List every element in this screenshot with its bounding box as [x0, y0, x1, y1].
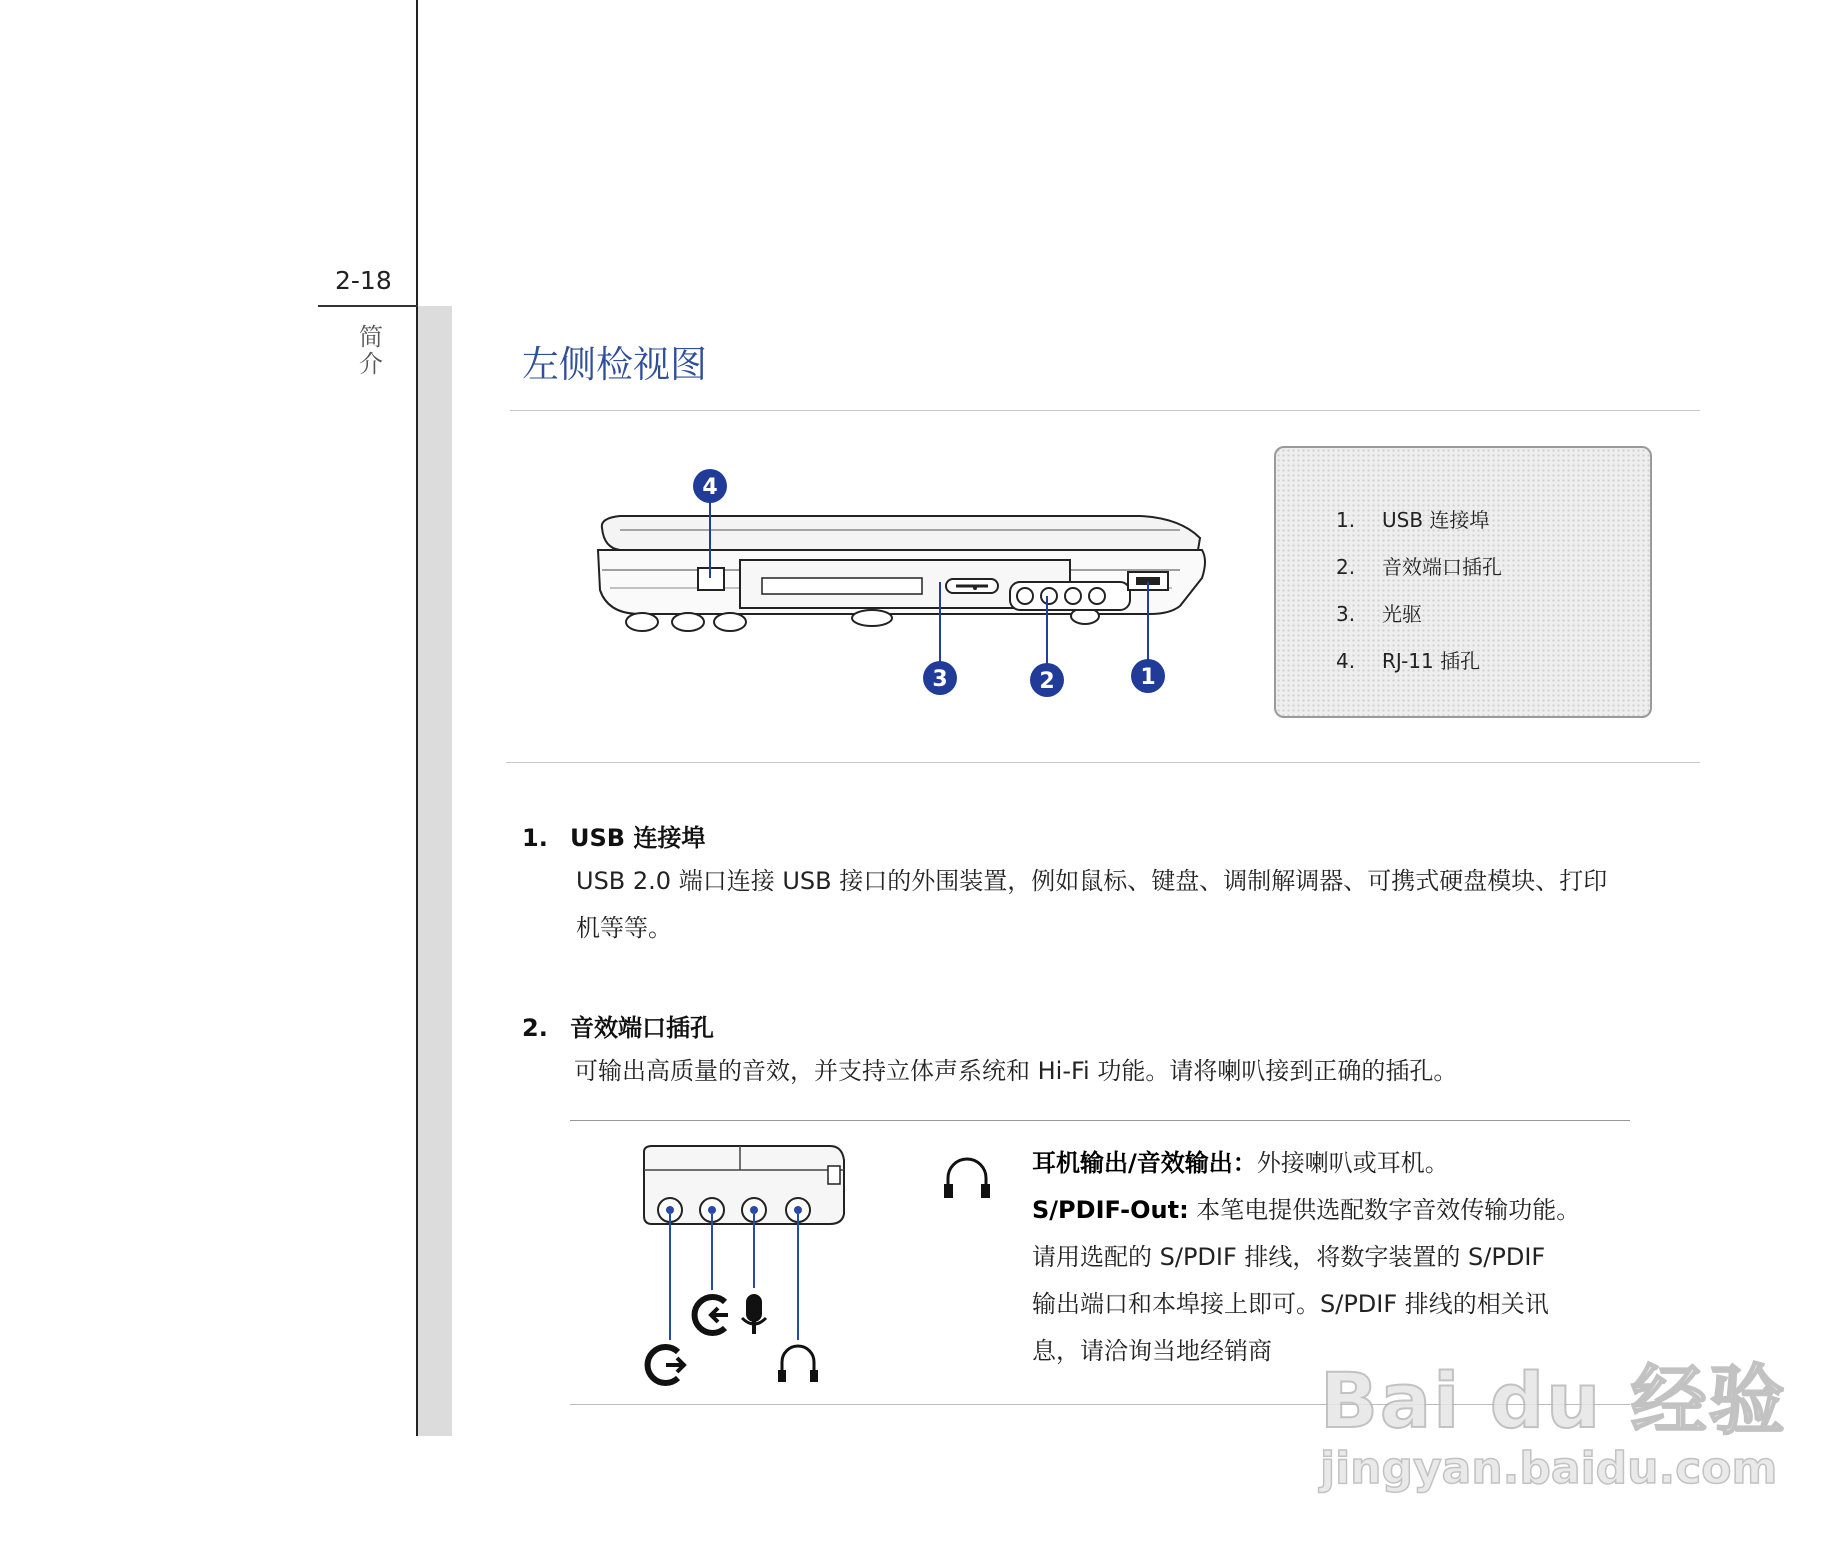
- audio-jack: [1065, 588, 1081, 604]
- chapter-char: 介: [359, 350, 383, 378]
- headphone-out-icon: [940, 1152, 994, 1206]
- callout-4: [693, 469, 727, 503]
- microphone-icon: [742, 1294, 766, 1334]
- diagram-divider: [506, 762, 1700, 763]
- line-in-icon: [695, 1297, 728, 1333]
- headphone-icon: [778, 1346, 818, 1382]
- audio-port-description: 耳机输出/音效输出：外接喇叭或耳机。 S/PDIF-Out: 本笔电提供选配数字音效传输功能。 请用选配的 S/PDIF 排线，将数字装置的 S/PDIF 输出端口和本埠接上即可。S/PDIF 排线的相关讯 息，请洽询当地经销商: [1032, 1140, 1632, 1375]
- page-title: 左侧检视图: [522, 343, 707, 386]
- legend-item: 2. 音效端口插孔: [1336, 555, 1502, 579]
- svg-text:1: 1: [1140, 665, 1156, 690]
- section-body: 可输出高质量的音效，并支持立体声系统和 Hi-Fi 功能。请将喇叭接到正确的插孔。: [574, 1057, 1458, 1085]
- laptop-foot: [672, 613, 704, 631]
- legend-box: [1274, 446, 1652, 718]
- svg-text:3: 3: [932, 667, 948, 692]
- baidu-jingyan-watermark: Bai du 经验 jingyan.baidu.com: [1320, 1356, 1787, 1494]
- callout-2: [1030, 663, 1064, 697]
- spdif-out-icon: [648, 1347, 684, 1383]
- audio-jack: [1089, 588, 1105, 604]
- chapter-label: [356, 324, 386, 378]
- laptop-foot: [852, 610, 892, 626]
- laptop-foot: [626, 613, 658, 631]
- spdif-line: S/PDIF-Out: 本笔电提供选配数字音效传输功能。: [1032, 1196, 1581, 1224]
- title-divider: [510, 410, 1700, 411]
- callout-1: [1131, 659, 1165, 693]
- svg-text:2: 2: [1039, 669, 1055, 694]
- headphone-line: 耳机输出/音效输出：外接喇叭或耳机。: [1032, 1149, 1449, 1177]
- section-body: USB 2.0 端口连接 USB 接口的外围装置，例如鼠标、键盘、调制解调器、可携式硬盘模块、打印 机等等。: [576, 867, 1608, 942]
- callout-3: [923, 661, 957, 695]
- margin-band: [418, 306, 452, 1436]
- audio-jack: [1017, 588, 1033, 604]
- section-heading: 2. 音效端口插孔: [522, 1014, 714, 1042]
- audio-jack: [1041, 588, 1057, 604]
- audio-table-top-rule: [570, 1120, 1630, 1121]
- page-number-rule: [318, 305, 418, 307]
- laptop-lid: [602, 516, 1200, 550]
- svg-text:4: 4: [702, 475, 718, 500]
- laptop-foot: [714, 613, 746, 631]
- audio-jack-closeup: [630, 1140, 860, 1400]
- laptop-left-side-diagram: [580, 460, 1220, 710]
- chapter-char: 简: [359, 323, 383, 351]
- page-number: 2-18: [335, 266, 392, 295]
- legend-item: 1. USB 连接埠: [1336, 508, 1490, 532]
- legend-item: 3. 光驱: [1336, 602, 1422, 626]
- section-heading: 1. USB 连接埠: [522, 824, 706, 852]
- legend-item: 4. RJ-11 插孔: [1336, 649, 1481, 673]
